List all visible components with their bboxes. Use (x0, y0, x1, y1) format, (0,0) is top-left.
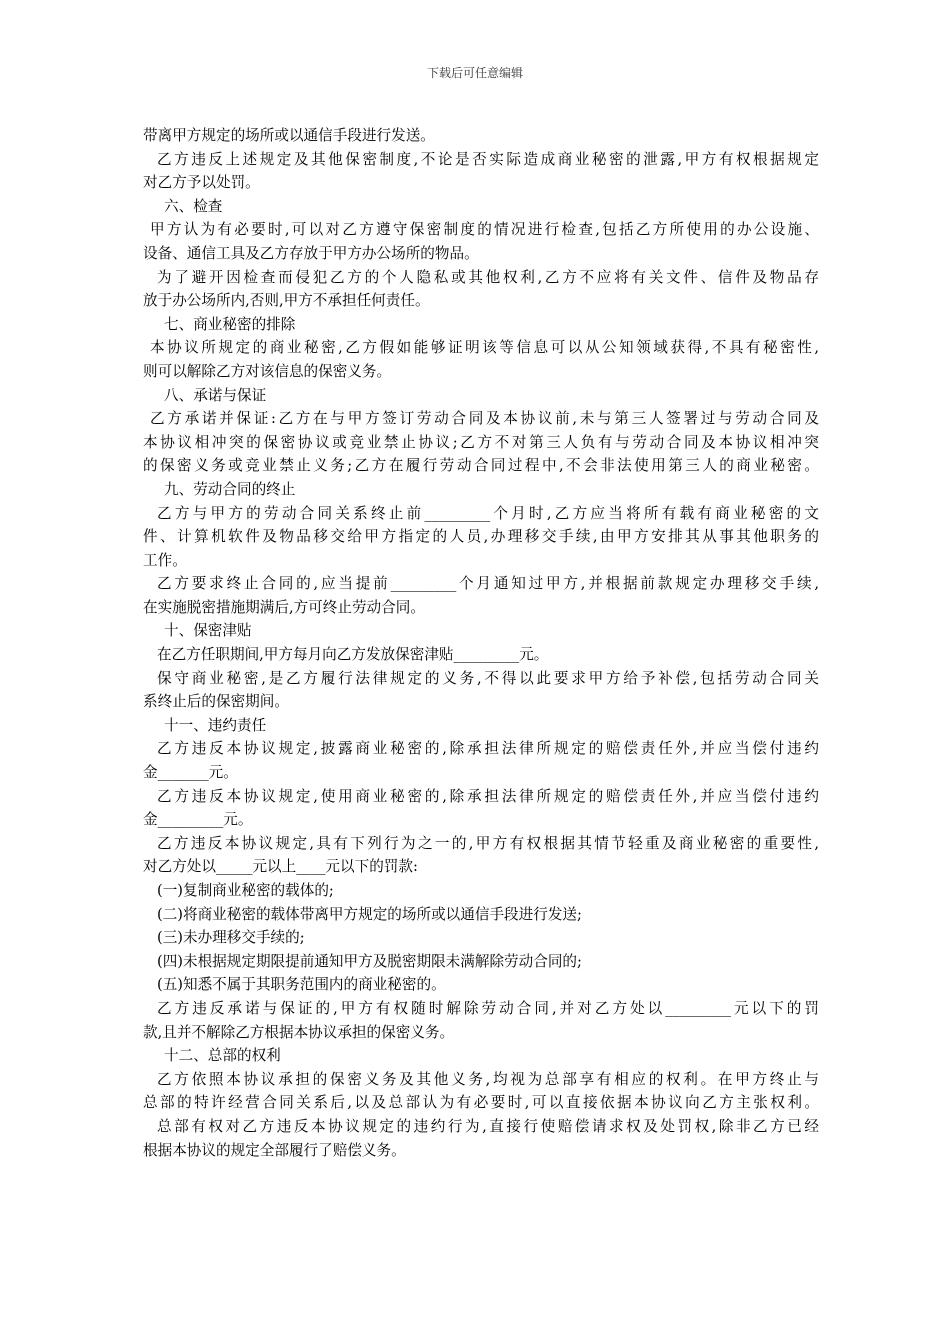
text-line: 金_________元。 (143, 811, 253, 829)
list-item: (二)将商业秘密的载体带离甲方规定的场所或以通信手段进行发送; (157, 905, 582, 923)
text-line: 设备、通信工具及乙方存放于甲方办公场所的物品。 (143, 244, 479, 262)
text-line: 件、计算机软件及物品移交给甲方指定的人员,办理移交手续,由甲方安排其从事其他职务的 (143, 528, 819, 546)
text-line: 乙方与甲方的劳动合同关系终止前_________个月时,乙方应当将所有载有商业秘密的文 (157, 504, 819, 522)
list-item: (四)未根据规定期限提前通知甲方及脱密期限未满解除劳动合同的; (157, 952, 582, 970)
text-line: 在实施脱密措施期满后,方可终止劳动合同。 (143, 598, 425, 616)
text-line: 工作。 (143, 551, 187, 569)
text-line: 放于办公场所内,否则,甲方不承担任何责任。 (143, 292, 430, 310)
text-line: 本协议相冲突的保密协议或竞业禁止协议;乙方不对第三人负有与劳动合同及本协议相冲突 (143, 433, 819, 451)
text-line: 总部有权对乙方违反本协议规定的违约行为,直接行使赔偿请求权及处罚权,除非乙方已经 (157, 1117, 819, 1135)
text-line: 保守商业秘密,是乙方履行法律规定的义务,不得以此要求甲方给予补偿,包括劳动合同关 (157, 669, 819, 687)
text-line: 乙方违反上述规定及其他保密制度,不论是否实际造成商业秘密的泄露,甲方有权根据规定 (157, 150, 819, 168)
section-heading: 六、检查 (164, 197, 223, 215)
text-line: 总部的特许经营合同关系后,以及总部认为有必要时,可以直接依据本协议向乙方主张权利。 (143, 1094, 819, 1112)
section-heading: 十一、违约责任 (164, 716, 267, 734)
text-line: 乙方违反本协议规定,披露商业秘密的,除承担法律所规定的赔偿责任外,并应当偿付违约 (157, 740, 819, 758)
text-line: 系终止后的保密期间。 (143, 693, 289, 711)
text-line: 乙方承诺并保证:乙方在与甲方签订劳动合同及本协议前,未与第三人签署过与劳动合同及 (150, 410, 819, 428)
text-line: 乙方违反承诺与保证的,甲方有权随时解除劳动合同,并对乙方处以_________元以下的罚 (157, 999, 819, 1017)
text-line: 本协议所规定的商业秘密,乙方假如能够证明该等信息可以从公知领域获得,不具有秘密性, (150, 339, 819, 357)
text-line: 对乙方处以_____元以上____元以下的罚款: (143, 858, 418, 876)
text-line: 乙方违反本协议规定,具有下列行为之一的,甲方有权根据其情节轻重及商业秘密的重要性, (157, 834, 819, 852)
text-line: 的保密义务或竞业禁止义务;乙方在履行劳动合同过程中,不会非法使用第三人的商业秘密。 (143, 457, 819, 475)
text-line: 金_______元。 (143, 764, 238, 782)
text-line: 根据本协议的规定全部履行了赔偿义务。 (143, 1141, 406, 1159)
list-item: (一)复制商业秘密的载体的; (157, 882, 334, 899)
text-line: 乙方要求终止合同的,应当提前_________个月通知过甲方,并根据前款规定办理移交手续, (157, 575, 819, 593)
document-body (143, 124, 819, 1162)
text-line: 对乙方予以处罚。 (143, 174, 260, 192)
text-line: 款,且并不解除乙方根据本协议承担的保密义务。 (143, 1023, 455, 1041)
section-heading: 八、承诺与保证 (164, 386, 267, 404)
section-heading: 十、保密津贴 (164, 622, 252, 640)
section-heading: 九、劳动合同的终止 (164, 480, 296, 498)
text-line: 乙方依照本协议承担的保密义务及其他义务,均视为总部享有相应的权利。在甲方终止与 (157, 1070, 819, 1088)
text-line: 则可以解除乙方对该信息的保密义务。 (143, 362, 392, 380)
section-heading: 七、商业秘密的排除 (164, 315, 296, 333)
text-line: 甲方认为有必要时,可以对乙方遵守保密制度的情况进行检查,包括乙方所使用的办公设施、 (150, 221, 819, 239)
text-line: 带离甲方规定的场所或以通信手段进行发送。 (143, 127, 435, 144)
list-item: (三)未办理移交手续的; (157, 929, 305, 947)
text-line: 乙方违反本协议规定,使用商业秘密的,除承担法律所规定的赔偿责任外,并应当偿付违约 (157, 787, 819, 805)
text-line: 为了避开因检查而侵犯乙方的个人隐私或其他权利,乙方不应将有关文件、信件及物品存 (157, 268, 819, 286)
section-heading: 十二、总部的权利 (164, 1047, 281, 1065)
page-header: 下载后可任意编辑 (426, 66, 523, 80)
list-item: (五)知悉不属于其职务范围内的商业秘密的。 (157, 976, 446, 994)
text-line: 在乙方任职期间,甲方每月向乙方发放保密津贴_________元。 (157, 646, 549, 664)
